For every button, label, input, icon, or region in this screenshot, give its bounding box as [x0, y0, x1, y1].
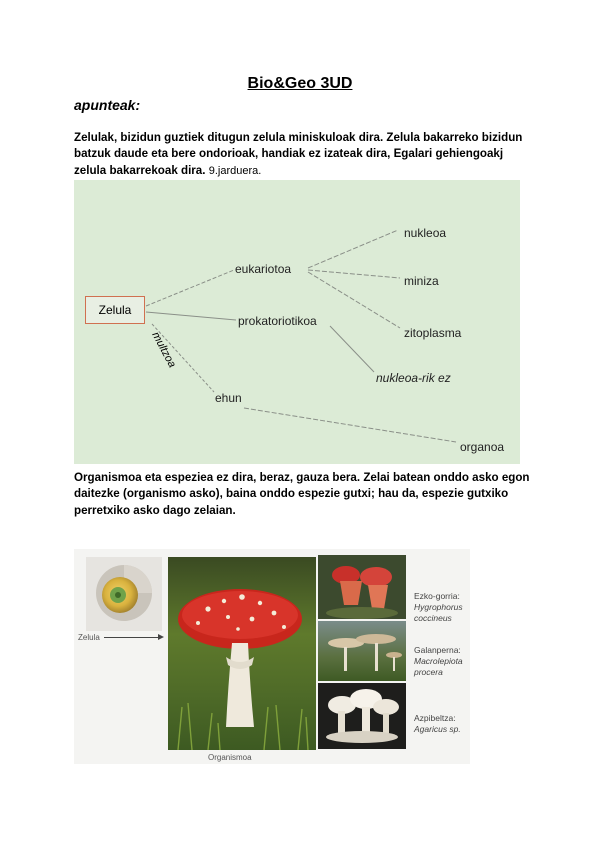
species-label-2: Galanperna: Macrolepiota procera — [414, 645, 463, 677]
hygrophorus-photo — [318, 555, 406, 619]
link-label-multzoa: multzoa — [149, 330, 179, 370]
organism-species-text: Organismoa eta espeziea ez dira, beraz, gauza bera. Zelai batean onddo asko egon daitezke (organismo asko), baina onddo espezie gutxi; hau da, espezie gutxiko perretxiko asko dago zelaian. — [74, 471, 530, 517]
fly-agaric-photo — [168, 557, 316, 750]
page-title: Bio&Geo 3UD — [247, 75, 353, 92]
macrolepiota-photo — [318, 621, 406, 681]
node-eukariotoa: eukariotoa — [235, 262, 292, 276]
species-label-3: Azpibeltza: Agaricus sp. — [414, 713, 461, 734]
node-organoa: organoa — [460, 440, 505, 454]
organism-caption: Organismoa — [208, 753, 252, 762]
cell-caption: Zelula — [78, 633, 100, 642]
root-node-zelula: Zelula — [85, 296, 145, 324]
cell-illustration — [86, 557, 162, 631]
organism-species-paragraph — [74, 470, 534, 519]
node-miniza: miniza — [404, 274, 439, 288]
node-zitoplasma: zitoplasma — [404, 326, 462, 340]
arrow-line — [104, 637, 160, 638]
species-label-1: Ezko-gorria: Hygrophorus coccineus — [414, 591, 463, 623]
node-ehun: ehun — [215, 391, 242, 405]
organism-figure — [74, 549, 470, 764]
agaricus-photo — [318, 683, 406, 749]
arrow-head-icon — [158, 634, 164, 640]
intro-text: Zelulak, bizidun guztiek ditugun zelula miniskuloak dira. Zelula bakarreko bizidun batzuk daude eta bere ondorioak, handiak ez izateak dira, Egalari gehiengoakj zelula bakarrekoak dira. — [74, 131, 523, 177]
node-prokatoriotikoa: prokatoriotikoa — [238, 314, 317, 328]
node-nukleoa-rik-ez: nukleoa-rik ez — [376, 371, 451, 385]
intro-paragraph — [74, 130, 534, 179]
activity-note: 9.jarduera. — [208, 164, 262, 177]
node-nukleoa: nukleoa — [404, 226, 447, 240]
page-subtitle: apunteak: — [74, 97, 141, 113]
cell-classification-diagram — [74, 180, 520, 464]
